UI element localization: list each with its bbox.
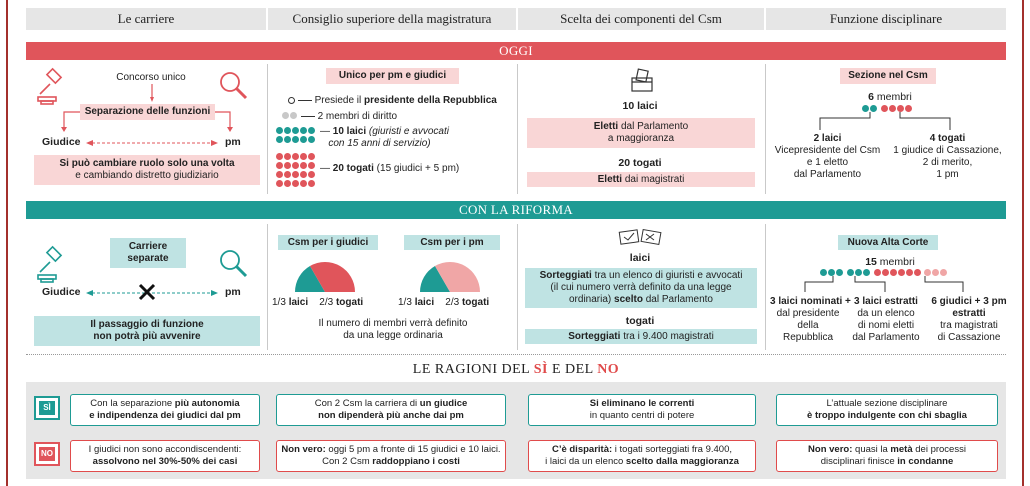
sorteggio-togati-box: Sorteggiati tra i 9.400 magistrati [525, 329, 757, 344]
alta-corte-box: Nuova Alta Corte [838, 235, 938, 250]
header-disciplinare: Funzione disciplinare [766, 8, 1006, 30]
sezione-csm-box: Sezione nel Csm [840, 68, 936, 84]
gauge-giudici [290, 256, 360, 296]
diritto-row: 2 membri di diritto [282, 111, 397, 122]
divider [26, 354, 1006, 355]
togati-dots [276, 153, 316, 189]
si-box-2: Con 2 Csm la carriera di un giudice non dipenderà più anche dai pm [276, 394, 506, 426]
checkmark-icon: SÌ [34, 396, 60, 420]
gauge-pm-labels: 1/3 laici 2/3 togati [398, 297, 490, 308]
divider [765, 64, 766, 194]
divider [267, 224, 268, 350]
eletti-parlamento-box: Eletti dal Parlamento a maggioranza [527, 118, 755, 148]
no-box-1: I giudici non sono accondiscendenti: assolvono nel 30%-50% dei casi [70, 440, 260, 472]
riforma-togati-label: togati [625, 315, 655, 327]
band-riforma: CON LA RIFORMA [26, 201, 1006, 219]
presiede-row: Presiede il presidente della Repubblica [288, 95, 497, 106]
pm-label: pm [225, 136, 241, 148]
sei-membri: 6 membri [868, 91, 912, 103]
alta-corte-branches [785, 276, 985, 296]
no-box-2: Non vero: oggi 5 pm a fronte di 15 giudici e 10 laici. Con 2 Csm raddoppiano i costi [276, 440, 506, 472]
separazione-box: Separazione delle funzioni [80, 104, 215, 120]
branch-arrows [60, 110, 240, 136]
divider [765, 224, 766, 350]
csm-unico-box: Unico per pm e giudici [326, 68, 459, 84]
oggi-carriere-note: Si può cambiare ruolo solo una volta e cambiando distretto giudiziario [34, 155, 260, 185]
disc-laici: 2 laici Vicepresidente del Csm e 1 eletto dal Parlamento [774, 133, 881, 180]
gauge-pm [415, 256, 485, 296]
magnifier-icon [218, 70, 250, 102]
laici-text: — 10 laici (giuristi e avvocati con 15 anni di servizio) [320, 126, 449, 149]
alta-corte-c: 6 giudici + 3 pm estratti tra magistrati di Cassazione [931, 296, 1007, 343]
giudice-label: Giudice [42, 136, 81, 148]
header-scelta: Scelta dei componenti del Csm [518, 8, 764, 30]
si-box-1: Con la separazione più autonomia e indipendenza dei giudici dal pm [70, 394, 260, 426]
divider [517, 64, 518, 194]
carriere-separate-box: Carriere separate [110, 238, 186, 268]
gavel-icon [36, 248, 72, 284]
header-csm: Consiglio superiore della magistratura [268, 8, 516, 30]
csm-note: Il numero di membri verrà definito da una legge ordinaria [318, 318, 468, 341]
divider [517, 224, 518, 350]
two-way-dashed-arrow [86, 139, 218, 147]
no-box-3: C’è disparità: i togati sorteggiati fra 9.400, i laici da un elenco scelto dalla maggioranza [528, 440, 756, 472]
ballot-papers-icon [616, 228, 666, 248]
x-mark-icon [138, 283, 156, 301]
disc-branches [810, 112, 960, 132]
ragioni-title: LE RAGIONI DEL SÌ E DEL NO [412, 362, 620, 377]
scelta-togati-label: 20 togati [618, 157, 662, 169]
alta-corte-a: 3 laici nominati + dal presidente della Repubblica [770, 296, 851, 343]
togati-text: — 20 togati (15 giudici + 5 pm) [320, 163, 460, 174]
divider [267, 64, 268, 194]
laici-dots [276, 127, 316, 145]
ballot-box-icon [630, 68, 654, 92]
pm-label: pm [225, 286, 241, 298]
no-box-4: Non vero: quasi la metà dei processi disciplinari finisce in condanne [776, 440, 998, 472]
magnifier-icon [218, 248, 250, 280]
csm-pm-box: Csm per i pm [404, 235, 500, 250]
csm-giudici-box: Csm per i giudici [278, 235, 378, 250]
concorso-label: Concorso unico [116, 72, 186, 83]
si-box-4: L’attuale sezione disciplinare è troppo indulgente con chi sbaglia [776, 394, 998, 426]
cross-icon: NO [34, 442, 60, 466]
sorteggio-laici-box: Sorteggiati tra un elenco di giuristi e avvocati (il cui numero verrà definito da una legge ordinaria) scelto dal Parlamento [525, 268, 757, 308]
gavel-icon [36, 70, 72, 106]
gauge-giudici-labels: 1/3 laici 2/3 togati [272, 297, 364, 308]
alta-corte-b: 3 laici estratti da un elenco di nomi eletti dal Parlamento [852, 296, 920, 343]
band-oggi: OGGI [26, 42, 1006, 60]
si-box-3: Si eliminano le correnti in quanto centri di potere [528, 394, 756, 426]
quindici-membri: 15 membri [865, 256, 915, 268]
arrow-down [150, 84, 154, 104]
riforma-carriere-note: Il passaggio di funzione non potrà più avvenire [34, 316, 260, 346]
eletti-magistrati-box: Eletti dai magistrati [527, 172, 755, 187]
giudice-label: Giudice [42, 286, 81, 298]
header-carriere: Le carriere [26, 8, 266, 30]
scelta-laici-label: 10 laici [622, 100, 658, 112]
disc-togati: 4 togati 1 giudice di Cassazione, 2 di merito, 1 pm [893, 133, 1002, 180]
riforma-laici-label: laici [629, 252, 651, 264]
